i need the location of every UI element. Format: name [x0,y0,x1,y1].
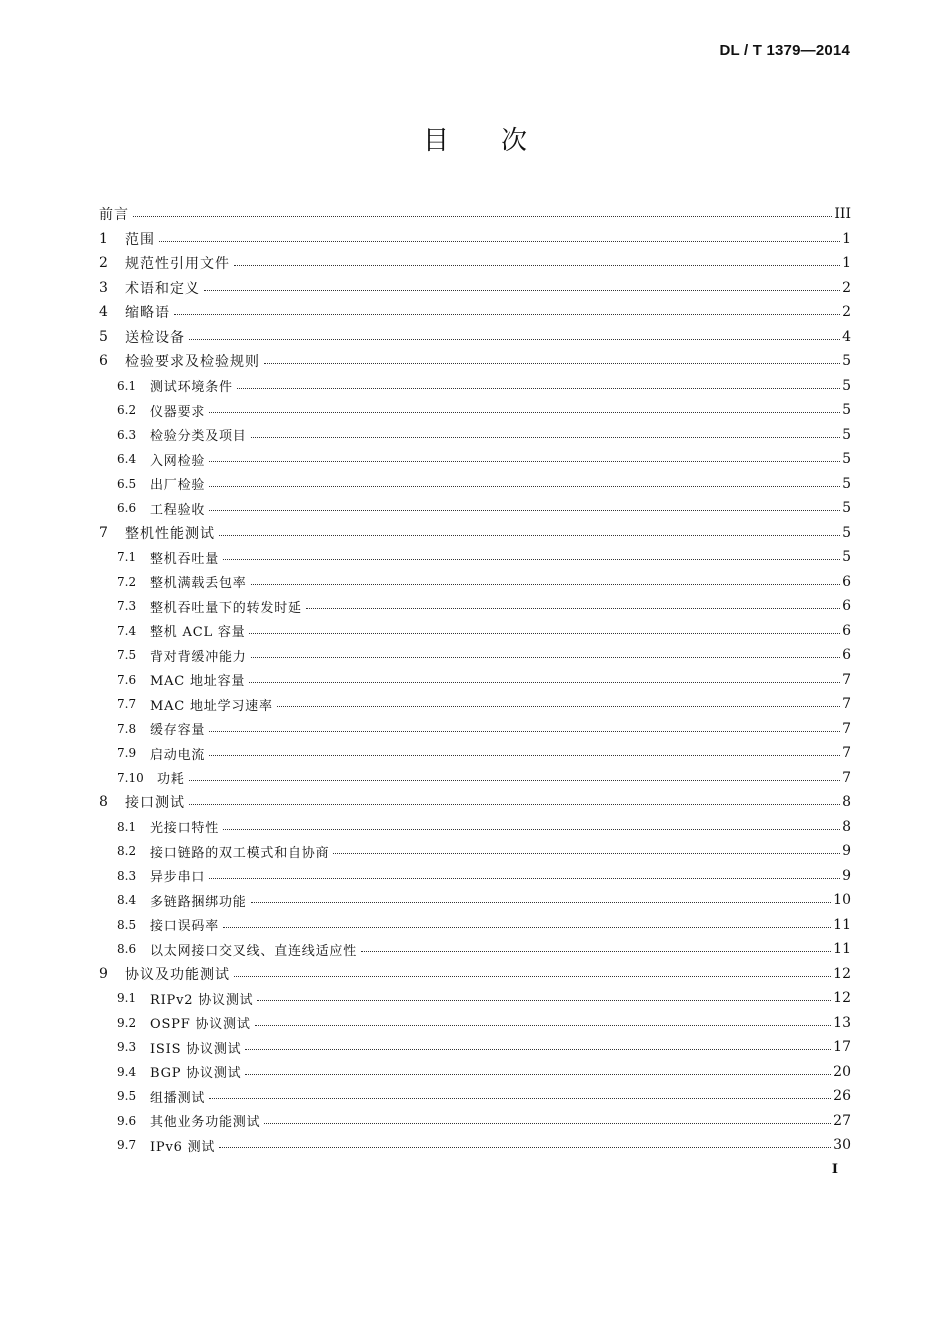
toc-entry[interactable] [99,496,851,521]
toc-entry[interactable] [99,545,851,570]
toc-entry-number: 8 [99,794,108,811]
toc-entry-number: 8.6 [117,942,137,957]
toc-entry-page: 1 [842,255,851,272]
toc-entry[interactable] [99,864,851,889]
toc-entry-title: 整机性能测试 [125,525,215,542]
toc-entry[interactable] [99,1011,851,1036]
toc-entry[interactable] [99,668,851,693]
toc-leader-dots [277,705,840,707]
toc-entry-number: 6 [99,353,108,370]
toc-entry-title: 其他业务功能测试 [150,1115,261,1131]
toc-entry[interactable] [99,815,851,840]
toc-entry-title: 范围 [125,231,155,248]
toc-entry-page: 7 [842,720,851,737]
toc-entry-page: 7 [842,769,851,786]
toc-leader-dots [361,950,831,952]
toc-entry-page: 5 [842,377,851,394]
toc-entry[interactable] [99,325,851,350]
toc-leader-dots [264,362,840,364]
toc-entry[interactable] [99,741,851,766]
toc-leader-dots [174,313,840,315]
toc-entry[interactable] [99,962,851,987]
toc-entry-title: 检验要求及检验规则 [125,354,260,371]
toc-leader-dots [219,534,840,536]
toc-entry[interactable] [99,790,851,815]
toc-leader-dots [251,901,832,903]
toc-leader-dots [257,999,831,1001]
toc-entry-number: 9.6 [117,1113,137,1128]
toc-entry-page: 4 [842,328,851,345]
toc-entry-title: OSPF 协议测试 [150,1017,251,1033]
toc-entry-page: III [834,206,851,223]
toc-leader-dots [306,607,840,609]
toc-leader-dots [209,411,840,413]
toc-entry-title: RIPv2 协议测试 [150,992,254,1008]
toc-entry-number: 9.7 [117,1138,137,1153]
toc-entry[interactable] [99,1060,851,1085]
toc-entry-number: 7.9 [117,746,137,761]
toc-entry-title: 以太网接口交叉线、直连线适应性 [150,943,358,959]
toc-entry-page: 2 [842,279,851,296]
toc-entry-number: 1 [99,230,108,247]
toc-leader-dots [234,975,831,977]
toc-entry[interactable] [99,692,851,717]
toc-entry[interactable] [99,766,851,791]
toc-entry-title: MAC 地址学习速率 [150,698,273,714]
toc-entry[interactable] [99,447,851,472]
toc-leader-dots [209,509,840,511]
toc-entry-page: 5 [842,524,851,541]
toc-entry-number: 7.6 [117,672,137,687]
toc-entry-number: 6.6 [117,501,137,516]
toc-entry-title: MAC 地址容量 [150,674,246,690]
toc-entry-title: 协议及功能测试 [125,966,230,983]
toc-entry-page: 13 [833,1014,851,1031]
toc-entry-page: 10 [833,892,851,909]
toc-leader-dots [245,1048,831,1050]
toc-entry-number: 6.2 [117,403,137,418]
toc-leader-dots [249,632,840,634]
toc-entry-page: 2 [842,304,851,321]
toc-entry[interactable] [99,472,851,497]
toc-entry-page: 6 [842,622,851,639]
toc-entry-page: 11 [833,941,851,958]
toc-entry-title: 前言 [99,207,129,224]
toc-entry-number: 7.7 [117,697,137,712]
toc-entry[interactable] [99,227,851,252]
toc-leader-dots [264,1122,831,1124]
toc-leader-dots [133,215,832,217]
toc-leader-dots [223,828,840,830]
toc-entry-number: 6.5 [117,476,137,491]
toc-leader-dots [189,338,840,340]
toc-entry-title: 规范性引用文件 [125,256,230,273]
toc-entry-number: 4 [99,304,108,321]
toc-entry[interactable] [99,913,851,938]
toc-entry[interactable] [99,1084,851,1109]
toc-leader-dots [189,779,840,781]
toc-entry-number: 5 [99,328,108,345]
toc-entry-number: 6.4 [117,452,137,467]
toc-entry-page: 5 [842,426,851,443]
toc-entry[interactable] [99,300,851,325]
page-number: I [831,1162,838,1177]
toc-entry-number: 9 [99,965,108,982]
toc-entry-number: 6.1 [117,378,137,393]
toc-entry-title: 接口测试 [125,795,185,812]
toc-entry[interactable] [99,349,851,374]
toc-entry-title: 组播测试 [150,1090,206,1106]
toc-leader-dots [209,877,840,879]
toc-entry-number: 9.3 [117,1040,137,1055]
toc-entry[interactable] [99,839,851,864]
toc-entry[interactable] [99,1035,851,1060]
toc-entry-title: 整机 ACL 容量 [150,625,246,641]
toc-entry-title: 多链路捆绑功能 [150,894,247,910]
toc-leader-dots [209,485,840,487]
toc-entry-page: 7 [842,696,851,713]
toc-entry-page: 5 [842,451,851,468]
toc-entry-page: 12 [833,990,851,1007]
toc-entry-number: 9.2 [117,1015,137,1030]
toc-entry-number: 9.5 [117,1089,137,1104]
toc-entry[interactable] [99,1109,851,1134]
toc-entry-number: 8.5 [117,917,137,932]
toc-entry[interactable] [99,888,851,913]
toc-entry-number: 7.8 [117,721,137,736]
toc-entry-number: 2 [99,255,108,272]
toc-entry-page: 6 [842,573,851,590]
toc-entry-page: 7 [842,745,851,762]
toc-entry-page: 20 [833,1063,851,1080]
toc-entry[interactable] [99,986,851,1011]
toc-entry-page: 17 [833,1039,851,1056]
toc-entry-page: 11 [833,916,851,933]
toc-entry-title: 启动电流 [150,747,206,763]
toc-entry-title: 接口误码率 [150,919,220,935]
toc-entry-page: 1 [842,230,851,247]
toc-leader-dots [219,1146,831,1148]
toc-leader-dots [245,1073,831,1075]
toc-leader-dots [223,926,831,928]
toc-leader-dots [223,558,840,560]
toc-entry-title: BGP 协议测试 [150,1066,242,1082]
toc-entry-number: 8.2 [117,844,137,859]
toc-leader-dots [204,289,840,291]
toc-entry-title: 整机满载丢包率 [150,576,247,592]
toc-entry-number: 6.3 [117,427,137,442]
page-title: 目次 [422,126,579,156]
toc-entry-number: 9.4 [117,1064,137,1079]
toc-leader-dots [251,436,840,438]
toc-entry-page: 8 [842,794,851,811]
toc-entry-page: 5 [842,500,851,517]
toc-entry-title: 出厂检验 [150,478,206,494]
table-of-contents [99,202,851,1158]
toc-leader-dots [159,240,840,242]
toc-leader-dots [237,387,840,389]
toc-entry-title: 整机吞吐量 [150,551,220,567]
toc-entry-page: 6 [842,647,851,664]
toc-entry-number: 3 [99,279,108,296]
toc-entry-title: 检验分类及项目 [150,429,247,445]
toc-entry-page: 8 [842,818,851,835]
toc-entry-page: 7 [842,671,851,688]
toc-entry[interactable] [99,521,851,546]
toc-entry-number: 7.3 [117,599,137,614]
toc-entry[interactable] [99,276,851,301]
toc-entry[interactable] [99,717,851,742]
toc-entry-number: 9.1 [117,991,137,1006]
toc-entry-page: 26 [833,1088,851,1105]
toc-entry-page: 12 [833,965,851,982]
toc-entry-title: 术语和定义 [125,280,200,297]
toc-leader-dots [333,852,840,854]
toc-entry-number: 7.2 [117,574,137,589]
toc-entry-title: 仪器要求 [150,404,206,420]
toc-entry[interactable] [99,643,851,668]
toc-entry[interactable] [99,594,851,619]
toc-entry-title: 接口链路的双工模式和自协商 [150,845,330,861]
toc-entry-page: 30 [833,1137,851,1154]
toc-entry-page: 5 [842,549,851,566]
toc-entry-title: 缩略语 [125,305,170,322]
toc-entry[interactable] [99,1133,851,1158]
toc-entry[interactable] [99,202,851,227]
toc-entry-number: 8.4 [117,893,137,908]
toc-entry-page: 5 [842,353,851,370]
toc-leader-dots [209,730,840,732]
toc-leader-dots [249,681,840,683]
toc-entry-title: 整机吞吐量下的转发时延 [150,600,302,616]
toc-leader-dots [255,1024,832,1026]
toc-entry-number: 7 [99,524,108,541]
toc-entry[interactable] [99,423,851,448]
toc-entry-page: 9 [842,867,851,884]
toc-entry-number: 7.4 [117,623,137,638]
toc-entry-page: 6 [842,598,851,615]
toc-entry-number: 7.10 [117,770,144,785]
toc-entry-page: 27 [833,1112,851,1129]
toc-entry-title: 背对背缓冲能力 [150,649,247,665]
toc-entry-number: 8.3 [117,868,137,883]
toc-entry[interactable] [99,570,851,595]
toc-entry-title: 工程验收 [150,502,206,518]
toc-entry-title: 入网检验 [150,453,206,469]
toc-entry-number: 8.1 [117,819,137,834]
toc-entry-page: 5 [842,475,851,492]
toc-leader-dots [251,656,840,658]
toc-entry-title: 功耗 [157,772,185,788]
toc-entry-number: 7.1 [117,550,137,565]
toc-entry[interactable] [99,398,851,423]
toc-entry-page: 5 [842,402,851,419]
toc-leader-dots [209,1097,831,1099]
toc-entry-number: 7.5 [117,648,137,663]
toc-entry-title: IPv6 测试 [150,1139,216,1155]
document-code: DL / T 1379—2014 [719,42,850,59]
toc-entry-title: 送检设备 [125,329,185,346]
toc-leader-dots [209,754,840,756]
toc-entry[interactable] [99,937,851,962]
toc-entry-title: 测试环境条件 [150,380,233,396]
toc-leader-dots [209,460,840,462]
toc-entry[interactable] [99,374,851,399]
toc-entry-title: 光接口特性 [150,821,220,837]
toc-leader-dots [251,583,840,585]
toc-leader-dots [189,803,840,805]
toc-entry-page: 9 [842,843,851,860]
toc-entry[interactable] [99,251,851,276]
toc-entry-title: ISIS 协议测试 [150,1041,242,1057]
toc-entry-title: 异步串口 [150,870,206,886]
toc-leader-dots [234,264,840,266]
toc-entry-title: 缓存容量 [150,723,206,739]
toc-entry[interactable] [99,619,851,644]
